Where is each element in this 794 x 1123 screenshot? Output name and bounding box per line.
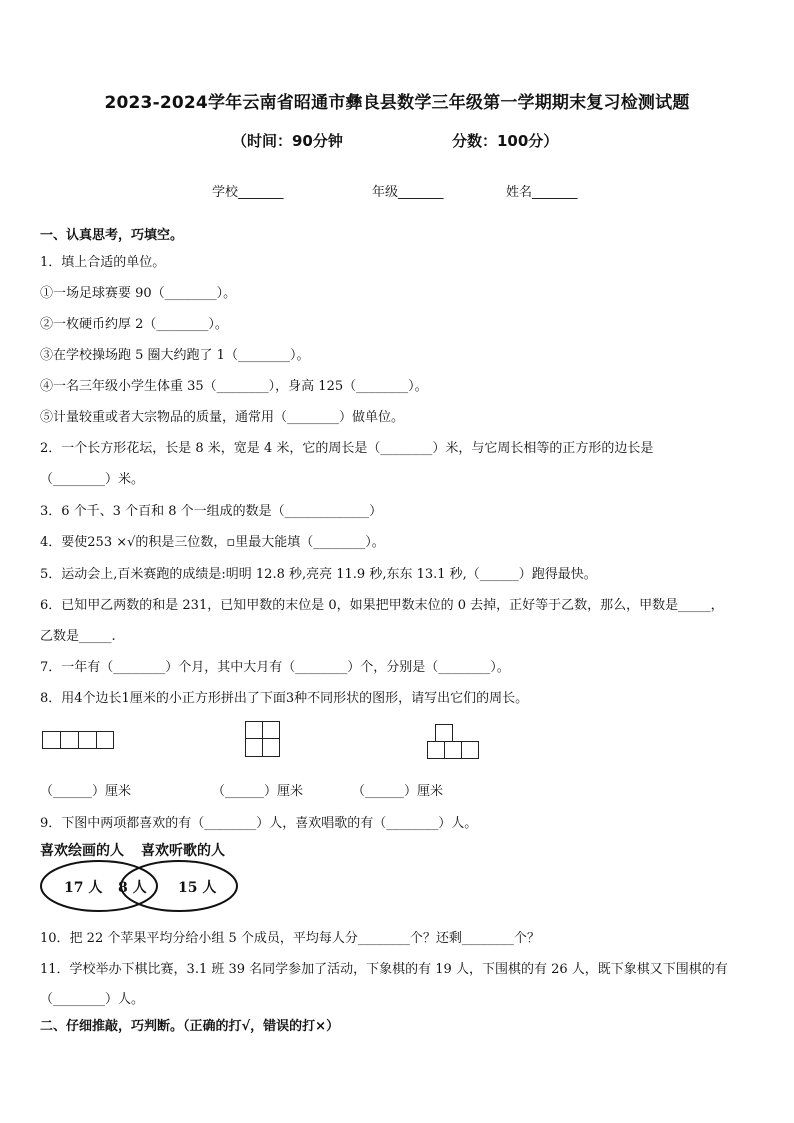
- figure-2-square-2: [262, 721, 280, 739]
- question-8-answer-1: （______）厘米: [40, 784, 132, 799]
- question-8-answer-3: （______）厘米: [352, 784, 444, 799]
- question-1-item-5: ⑤计量较重或者大宗物品的质量，通常用（________）做单位。: [40, 410, 405, 425]
- question-3: 3．6 个千、3 个百和 8 个一组成的数是（_____________）: [40, 504, 383, 519]
- figure-3-square-top: [435, 724, 453, 742]
- question-11-line-2: （________）人。: [40, 992, 145, 1007]
- question-1-stem: 1．填上合适的单位。: [40, 255, 166, 270]
- question-6-line-2: 乙数是_____.: [40, 629, 116, 644]
- figure-3-square-3: [461, 741, 479, 759]
- exam-score: 分数：100分）: [452, 132, 559, 150]
- figure-3-square-1: [427, 741, 445, 759]
- question-1-item-4: ④一名三年级小学生体重 35（________），身高 125（________）。: [40, 379, 428, 394]
- page-title: 2023-2024学年云南省昭通市彝良县数学三年级第一学期期末复习检测试题: [104, 93, 690, 113]
- question-1-item-3: ③在学校操场跑 5 圈大约跑了 1（________）。: [40, 348, 310, 363]
- figure-1-square-1: [42, 731, 61, 749]
- question-9-stem: 9．下图中两项都喜欢的有（________）人，喜欢唱歌的有（________）人。: [40, 816, 478, 831]
- figure-1-square-4: [96, 731, 114, 749]
- venn-both: 8 人: [118, 880, 147, 896]
- question-11-line-1: 11．学校举办下棋比赛，3.1 班 39 名同学参加了活动，下象棋的有 19 人，下围棋的有 26 人，既下象棋又下围棋的有: [40, 962, 728, 977]
- question-4: 4．要使253 ×√的积是三位数，▫里最大能填（________）。: [40, 535, 385, 550]
- section-1-title: 一、认真思考，巧填空。: [40, 228, 184, 243]
- question-8-stem: 8．用4个边长1厘米的小正方形拼出了下面3种不同形状的图形，请写出它们的周长。: [40, 691, 529, 706]
- grade-field[interactable]: 年级_______: [372, 185, 444, 200]
- question-7: 7．一年有（________）个月，其中大月有（________）个，分别是（________）。: [40, 660, 510, 675]
- exam-time: （时间：90分钟: [232, 132, 343, 150]
- venn-label-singing: 喜欢听歌的人: [141, 843, 225, 859]
- figure-2-square-1: [245, 721, 263, 739]
- figure-2-square-4: [262, 738, 280, 757]
- school-field[interactable]: 学校_______: [212, 185, 284, 200]
- section-2-title: 二、仔细推敲，巧判断。（正确的打√，错误的打×）: [40, 1019, 340, 1034]
- venn-right-only: 15 人: [178, 880, 217, 896]
- question-1-item-2: ②一枚硬币约厚 2（________）。: [40, 317, 228, 332]
- question-2-line-2: （________）米。: [40, 472, 145, 487]
- figure-1-square-2: [60, 731, 79, 749]
- question-10: 10．把 22 个苹果平均分给小组 5 个成员，平均每人分________个？还剩________个？: [40, 931, 540, 946]
- name-field[interactable]: 姓名_______: [506, 185, 578, 200]
- question-8-answer-2: （______）厘米: [212, 784, 304, 799]
- figure-1-square-3: [78, 731, 97, 749]
- question-1-item-1: ①一场足球赛要 90（________）。: [40, 286, 237, 301]
- venn-label-drawing: 喜欢绘画的人: [40, 843, 124, 859]
- venn-left-only: 17 人: [64, 880, 103, 896]
- figure-3-square-2: [444, 741, 462, 759]
- figure-2-square-3: [245, 738, 263, 757]
- question-6-line-1: 6．已知甲乙两数的和是 231，已知甲数的末位是 0，如果把甲数末位的 0 去掉，正好等于乙数，那么，甲数是_____，: [40, 598, 724, 613]
- question-5: 5．运动会上,百米赛跑的成绩是:明明 12.8 秒,亮亮 11.9 秒,东东 13.1 秒,（______）跑得最快。: [40, 567, 597, 582]
- question-2-line-1: 2．一个长方形花坛，长是 8 米，宽是 4 米，它的周长是（________）米，与它周长相等的正方形的边长是: [40, 441, 654, 456]
